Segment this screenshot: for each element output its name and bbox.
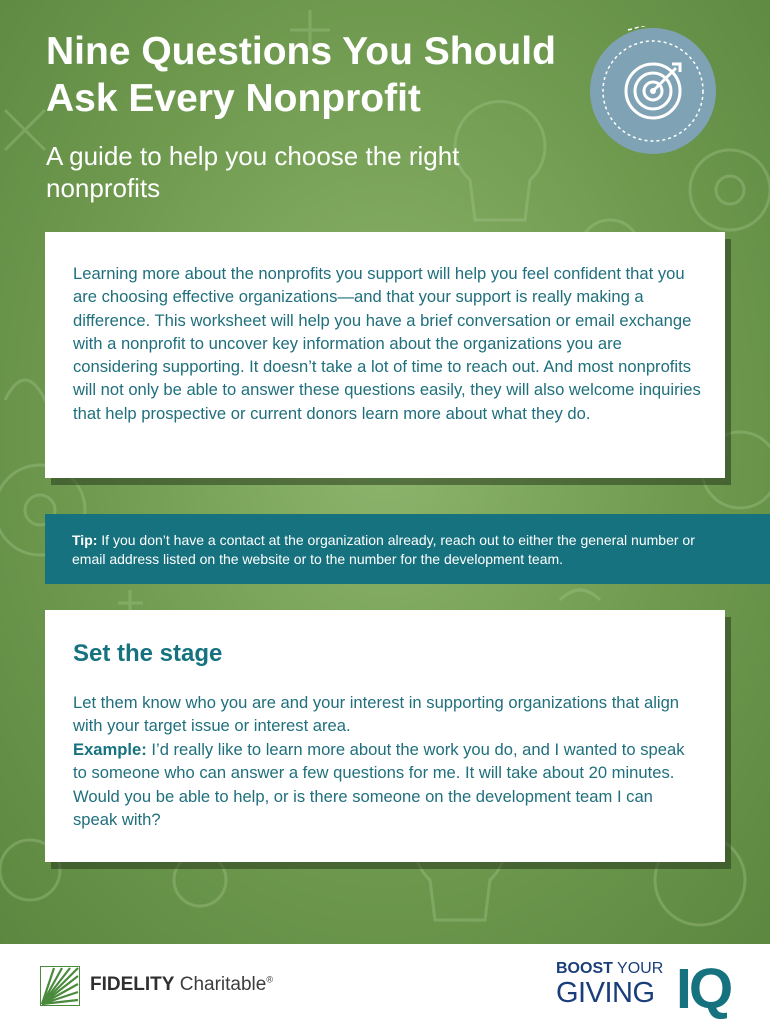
target-icon (588, 26, 718, 156)
brand-bold: FIDELITY (90, 974, 175, 995)
set-the-stage-card (45, 610, 725, 862)
boost-bold: BOOST (556, 960, 613, 977)
boost-rest: YOUR (612, 960, 664, 977)
section-body: Let them know who you are and your interest in supporting organizations that align with your target issue or interest area. (73, 693, 680, 736)
boost-your-giving-iq-logo (556, 957, 756, 1021)
page-subtitle: A guide to help you choose the right nonprofits (46, 141, 460, 203)
giving-text: GIVING (556, 977, 655, 1009)
intro-text: Learning more about the nonprofits you support will help you feel confident that you are choosing effective organizations—and that your support is really making a difference. This worksheet will help you have a brief conversation or email exchange with a nonprofit to uncover key information about the organizations you are considering supporting. It doesn’t take a lot of time to reach out. And most nonprofits will not only be able to answer these questions easily, they will also welcome inquiries that help prospective or current donors learn more about what they do. (73, 264, 701, 423)
tip-label: Tip: (72, 532, 98, 548)
fidelity-logo-icon (40, 966, 80, 1006)
example-text (73, 738, 701, 831)
intro-card (45, 232, 725, 478)
brand-rest: Charitable (174, 974, 267, 995)
footer (0, 944, 770, 1024)
tip-banner (45, 514, 770, 584)
example-label: Example: (73, 740, 147, 759)
tip-text (72, 531, 722, 569)
registered-mark: ® (266, 974, 273, 985)
boost-line (556, 960, 663, 978)
section-heading: Set the stage (73, 640, 223, 667)
fidelity-charitable-logo (90, 974, 273, 996)
tip-body: If you don’t have a contact at the organization already, reach out to either the general number or email address listed on the website or to the number for the development team. (72, 532, 695, 567)
example-body: I’d really like to learn more about the work you do, and I wanted to speak to someone who can answer a few questions for me. It will take about 20 minutes. Would you be able to help, or is there someone on the development team I can speak with? (73, 740, 685, 829)
page-title: Nine Questions You Should Ask Every Nonprofit (46, 30, 556, 120)
iq-text: IQ (676, 957, 731, 1021)
